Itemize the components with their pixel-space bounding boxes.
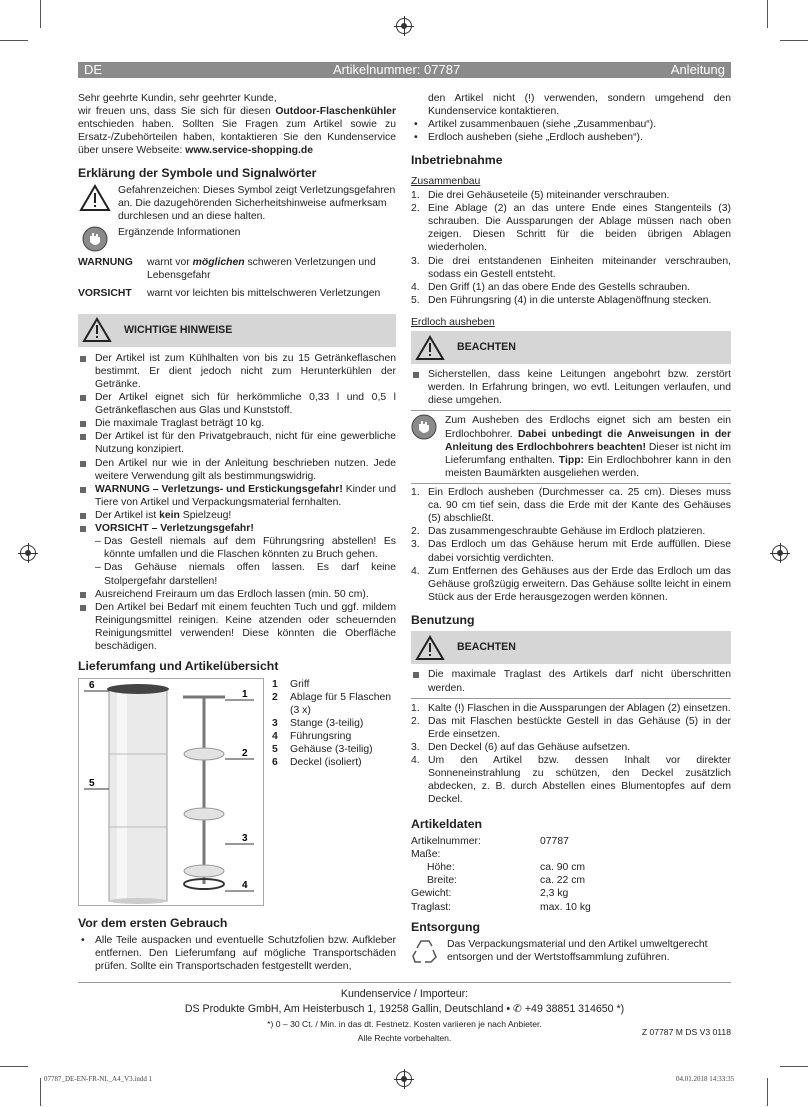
first-use-heading: Vor dem ersten Gebrauch	[78, 915, 228, 930]
first-use-list	[78, 934, 396, 973]
hole-note-list	[411, 368, 731, 407]
language-code: DE	[84, 62, 103, 77]
list-item: 3. Den Deckel (6) auf das Gehäuse aufsetzen.	[411, 742, 631, 754]
registration-mark-icon	[396, 1071, 412, 1087]
list-item: 3. Die drei entstandenen Einheiten miteinander verschrauben, sodass ein Gestell entsteht.	[411, 255, 731, 280]
article-data-table	[411, 835, 731, 914]
registration-mark-icon	[20, 545, 36, 561]
list-item: 4. Zum Entfernen des Gehäuses aus der Erde das Erdloch um das Gehäuse großzügig erweitern. Das Gehäuse sollte leicht in einem Stück aus der Erde herausgezogen werden können.	[411, 565, 731, 603]
contents-heading: Lieferumfang und Artikelübersicht	[78, 659, 279, 674]
greeting: Sehr geehrte Kundin, sehr geehrter Kunde,	[78, 93, 277, 104]
list-item: 2 Ablage für 5 Flaschen (3 x)	[272, 691, 392, 716]
note-title: BEACHTEN	[457, 641, 516, 654]
intro-text: wir freuen uns, dass Sie sich für diesen Outdoor-Flaschenkühler entschieden haben. Sollten Sie Fragen zum Artikel sowie zu Ersatz-/Zubehörteilen haben, kontaktieren Sie den Kundenservice über unsere Webseite: www.service-shopping.de	[78, 106, 396, 157]
crop-mark	[40, 0, 41, 28]
usage-heading: Benutzung	[411, 612, 475, 627]
danger-symbol-text: Gefahrenzeichen: Dieses Symbol zeigt Verletzungsgefahren an. Die dazugehörenden Sicherheitshinweise aufmerksam durchlesen und an diese halten.	[118, 185, 396, 223]
rights: Alle Rechte vorbehalten.	[357, 1033, 452, 1043]
spec-label: Artikelnummer:	[411, 836, 481, 848]
spec-value: 2,3 kg	[540, 888, 569, 900]
crop-mark	[0, 1066, 28, 1067]
list-item: – Das Gehäuse niemals offen lassen. Es darf keine Stolpergefahr darstellen!	[78, 561, 396, 587]
divider	[411, 698, 731, 699]
list-item: 5. Den Führungsring (4) in die unterste Ablagenöffnung stecken.	[411, 294, 712, 306]
drill-info	[411, 410, 731, 484]
footer-divider	[78, 982, 731, 983]
list-item: Sicherstellen, dass keine Leitungen angebohrt bzw. zerstört werden. In Erfahrung bringen, wo evtl. Leitungen verlaufen, und diese umgehen.	[411, 368, 731, 407]
signal-words	[78, 256, 396, 299]
symbols-heading: Erklärung der Symbole und Signalwörter	[78, 165, 317, 180]
list-item: Der Artikel ist zum Kühlhalten von bis zu 15 Getränkeflaschen bestimmt. Er dient jedoch nicht zum Herunterkühlen der Getränke.	[78, 352, 396, 391]
assembly-heading: Zusammenbau	[411, 175, 481, 187]
header-bar	[78, 62, 731, 78]
vorsicht-text: warnt vor leichten bis mittelschweren Verletzungen	[147, 287, 381, 299]
recycling-icon	[411, 938, 441, 968]
figure-label-1: 1	[242, 688, 248, 700]
usage-note-list	[411, 668, 731, 694]
important-notes-title: WICHTIGE HINWEISE	[124, 323, 233, 336]
crop-mark	[767, 0, 768, 28]
list-item: 4. Um den Artikel bzw. dessen Inhalt vor direkter Sonneneinstrahlung zu schützen, den Deckel zusätzlich abdecken, z. B. durch Abstellen eines Blumentopfes auf dem Deckel.	[411, 755, 731, 806]
phone-number: +49 38851 314650 *)	[524, 1003, 625, 1015]
info-symbol-text: Ergänzende Informationen	[118, 227, 241, 239]
article-number-title: Artikelnummer: 07787	[333, 62, 461, 77]
usage-note-box	[411, 631, 731, 664]
product-figure	[78, 678, 264, 906]
first-use-list-cont	[411, 92, 731, 144]
list-item: Ausreichend Freiraum um das Erdloch lassen (min. 50 cm).	[78, 588, 396, 601]
list-item: Die maximale Traglast des Artikels darf nicht überschritten werden.	[411, 668, 731, 694]
figure-label-6: 6	[89, 679, 95, 691]
list-item: 1. Kalte (!) Flaschen in die Aussparungen der Ablagen (2) einsetzen.	[411, 702, 731, 714]
note-title: BEACHTEN	[457, 340, 516, 353]
left-column	[78, 92, 396, 974]
list-item: Den Artikel bei Bedarf mit einem feuchten Tuch und ggf. mildem Reinigungsmittel reinigen. Keine atzenden oder scheuernden Reinigungsmittel verwenden! Diese könnten die Oberfläche beschädigen.	[78, 601, 396, 653]
list-item: 1 Griff	[272, 678, 310, 690]
info-symbol-row	[78, 226, 396, 252]
list-item: Den Artikel nur wie in der Anleitung beschrieben nutzen. Jede weitere Verwendung gilt als bestimmungswidrig.	[78, 457, 396, 483]
usage-steps	[411, 702, 731, 807]
file-name: 07787_DE-EN-FR-NL_A4_V3.indd 1	[44, 1075, 153, 1083]
list-item: 3 Stange (3-teilig)	[272, 718, 364, 730]
drill-info-text: Zum Ausheben des Erdlochs eignet sich am besten ein Erdlochbohrer. Dabei unbedingt die Anweisungen in der Anleitung des Erdlochbohrers beachten! Dieser ist nicht im Lieferumfang enthalten. Tipp: Ein Erdlochbohrer kann in den meisten Baumärkten ausgeliehen werden.	[445, 415, 731, 479]
list-item: WARNUNG – Verletzungs- und Erstickungsgefahr! Kinder und Tiere von Artikel und Verpackungsmaterial fernhalten.	[78, 483, 396, 509]
list-item: • Erdloch ausheben (siehe „Erdloch ausheben“).	[411, 131, 731, 144]
spec-label: Traglast:	[411, 901, 452, 913]
figure-label-3: 3	[242, 832, 248, 844]
setup-heading: Inbetriebnahme	[411, 153, 503, 168]
doc-code: Z 07787 M DS V3 0118	[641, 1027, 731, 1037]
list-item: 1. Die drei Gehäuseteile (5) miteinander verschrauben.	[411, 190, 670, 202]
parts-list	[272, 678, 396, 906]
spec-value: max. 10 kg	[540, 901, 591, 913]
phone-icon: ✆	[513, 1003, 525, 1015]
list-item: • Alle Teile auspacken und eventuelle Schutzfolien bzw. Aufkleber entfernen. Den Lieferumfang auf mögliche Transportschäden prüfen. Sollte ein Transportschaden festgestellt werden,	[78, 934, 396, 973]
figure-label-5: 5	[89, 777, 95, 789]
service-title: Kundenservice / Importeur:	[340, 988, 469, 1000]
warning-triangle-icon	[415, 635, 445, 661]
registration-mark-icon	[772, 545, 788, 561]
disposal-heading: Entsorgung	[411, 919, 480, 934]
figure-label-4: 4	[242, 879, 248, 891]
spec-value	[540, 848, 731, 861]
list-item: • Artikel zusammenbauen (siehe „Zusammenbau“).	[411, 118, 731, 131]
spec-label: Höhe:	[427, 862, 455, 874]
hole-steps	[411, 486, 731, 604]
list-item: 2. Eine Ablage (2) an das untere Ende eines Stangenteils (3) schrauben. Die Aussparungen der Ablage müssen nach oben zeigen. Diesen Schritt für die beiden übrigen Ablagen wiederholen.	[411, 203, 731, 254]
important-notes-box	[78, 314, 396, 347]
contents-section	[78, 678, 396, 906]
list-item: 6 Deckel (isoliert)	[272, 757, 362, 769]
list-item	[411, 92, 731, 118]
disposal-text: Das Verpackungsmaterial und den Artikel umweltgerecht entsorgen und der Wertstoffsammlung zuführen.	[447, 939, 708, 964]
hole-heading: Erdloch ausheben	[411, 317, 495, 329]
spec-value: ca. 22 cm	[540, 875, 586, 887]
spec-value: ca. 90 cm	[540, 862, 586, 874]
info-hand-icon	[411, 414, 439, 480]
company-line: DS Produkte GmbH, Am Heisterbusch 1, 19258 Gallin, Deutschland • ✆ +49 38851 314650 *)	[184, 1003, 625, 1015]
list-item: 2. Das zusammengeschraubte Gehäuse im Erdloch platzieren.	[411, 526, 706, 538]
list-item: 3. Das Erdloch um das Gehäuse herum mit Erde auffüllen. Diese dabei vorsichtig verdichten.	[411, 539, 731, 564]
list-item: Die maximale Traglast beträgt 10 kg.	[78, 417, 396, 430]
crop-mark	[0, 40, 28, 41]
spec-label: Gewicht:	[411, 888, 452, 900]
spec-label: Breite:	[427, 875, 458, 887]
warning-triangle-icon	[82, 317, 112, 343]
spec-label: Maße:	[411, 849, 441, 861]
list-item: Der Artikel ist kein Spielzeug!	[78, 509, 396, 522]
registration-mark-icon	[396, 18, 412, 34]
list-item: – Das Gestell niemals auf dem Führungsring abstellen! Es könnte umfallen und die Flaschen könnten zu Bruch gehen.	[78, 535, 396, 561]
assembly-steps	[411, 189, 731, 307]
website-link[interactable]: www.service-shopping.de	[185, 145, 314, 157]
list-item: Der Artikel eignet sich für herkömmliche 0,33 l und 0,5 l Getränkeflaschen aus Glas und Kunststoff.	[78, 391, 396, 417]
print-date: 04.01.2018 14:33:35	[676, 1075, 735, 1083]
danger-symbol-row	[78, 184, 396, 223]
doc-type: Anleitung	[670, 62, 725, 77]
right-column	[411, 92, 731, 971]
list-item: VORSICHT – Verletzungsgefahr!	[78, 522, 396, 535]
hole-note-box	[411, 331, 731, 364]
crop-mark	[767, 1078, 768, 1106]
warning-triangle-icon	[78, 184, 112, 223]
article-data-heading: Artikeldaten	[411, 816, 483, 831]
vorsicht-label: VORSICHT	[78, 287, 132, 299]
warning-triangle-icon	[415, 335, 445, 361]
first-use-item1-cont: den Artikel nicht (!) verwenden, sondern umgehend den Kundenservice kontaktieren.	[428, 93, 731, 118]
list-item: 4 Führungsring	[272, 731, 352, 743]
list-item: 1. Ein Erdloch ausheben (Durchmesser ca. 25 cm). Dieses muss ca. 90 cm tief sein, dass die Erde mit der Kante des Gehäuses (5) abschließt.	[411, 487, 731, 525]
warnung-label: WARNUNG	[78, 257, 133, 269]
important-notes-list-2	[78, 588, 396, 654]
important-notes-list	[78, 352, 396, 536]
list-item: 4. Den Griff (1) an das obere Ende des Gestells schrauben.	[411, 281, 691, 293]
figure-label-2: 2	[242, 747, 248, 759]
info-hand-icon	[78, 226, 112, 252]
crop-mark	[780, 1066, 808, 1067]
crop-mark	[40, 1078, 41, 1106]
list-item: 5 Gehäuse (3-teilig)	[272, 744, 373, 756]
list-item: Der Artikel ist für den Privatgebrauch, nicht für eine gewerbliche Nutzung konzipiert.	[78, 430, 396, 456]
product-illustration	[79, 679, 263, 905]
crop-mark	[780, 40, 808, 41]
cost-note: *) 0 – 30 Ct. / Min. in das dt. Festnetz. Kosten variieren je nach Anbieter.	[267, 1019, 542, 1029]
list-item: 2. Das mit Flaschen bestückte Gestell in das Gehäuse (5) in der Erde einsetzen.	[411, 715, 731, 740]
spec-value: 07787	[540, 836, 569, 848]
warnung-text: warnt vor möglichen schweren Verletzungen und Lebensgefahr	[147, 257, 376, 282]
disposal-row	[411, 938, 731, 968]
caution-sublist	[78, 535, 396, 587]
